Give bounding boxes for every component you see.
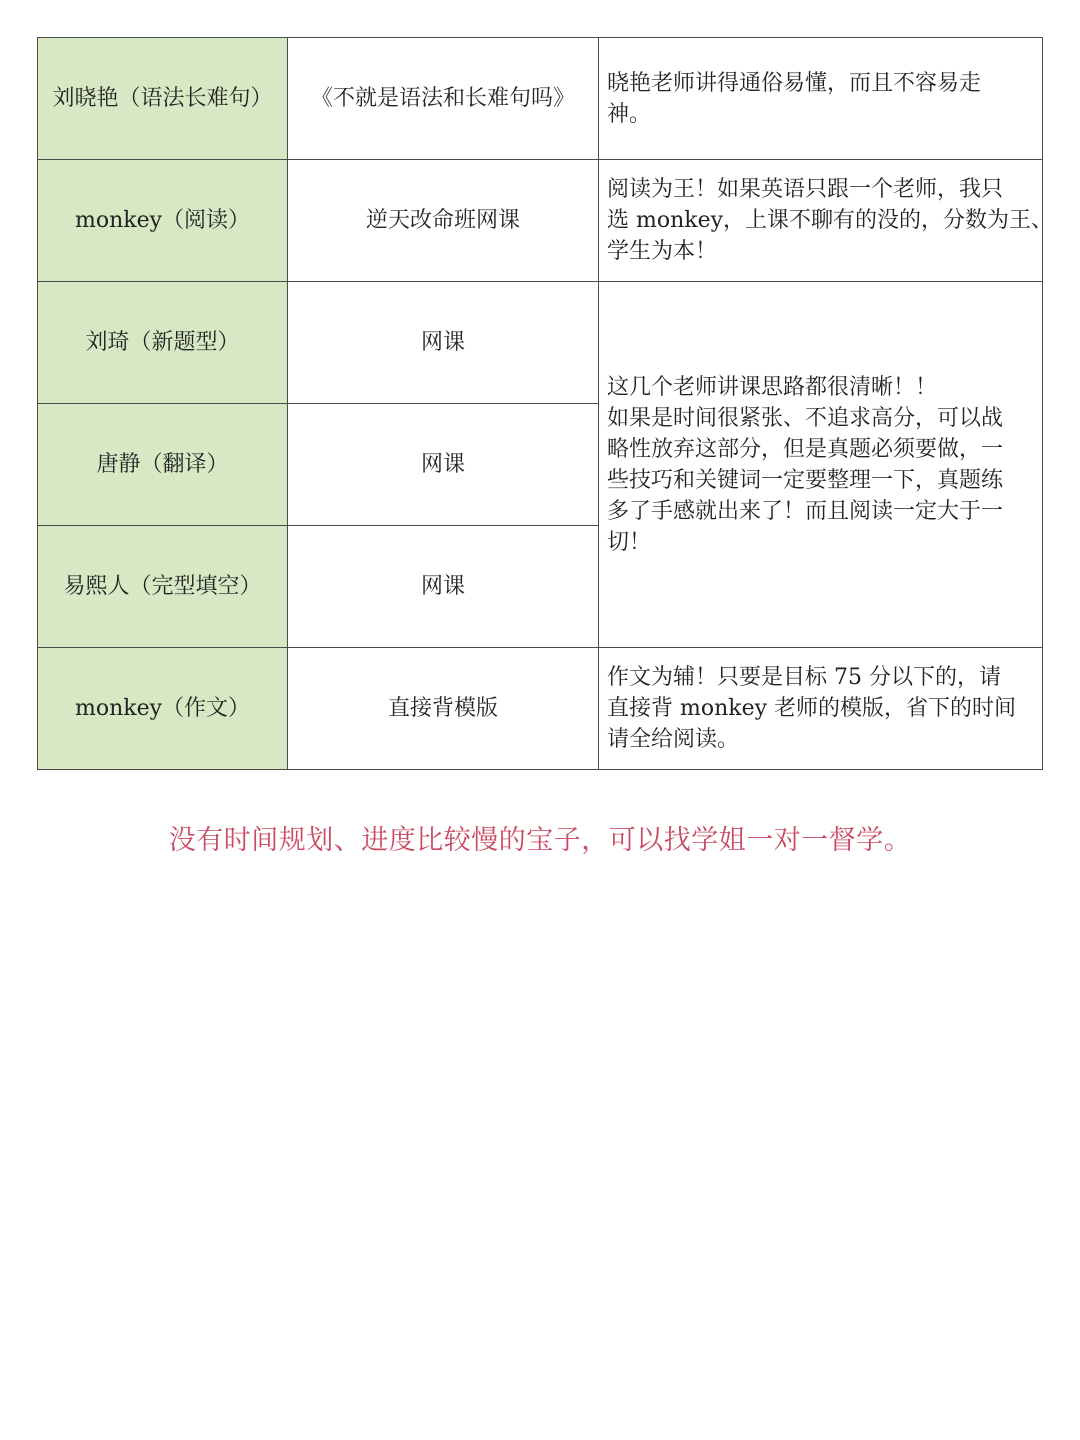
course-cell: 《不就是语法和长难句吗》 xyxy=(288,38,599,160)
table-row xyxy=(38,160,1043,282)
comment-line: 切！ xyxy=(607,529,652,555)
comment-line: 作文为辅！只要是目标 75 分以下的，请 xyxy=(607,665,1001,690)
comment-line: 阅读为王！如果英语只跟一个老师，我只 xyxy=(607,177,1004,202)
course-cell: 网课 xyxy=(288,404,599,526)
course-cell: 直接背模版 xyxy=(288,648,599,770)
comment-line: 些技巧和关键词一定要整理一下，真题练 xyxy=(607,467,1004,493)
comment-line: 晓艳老师讲得通俗易懂，而且不容易走 xyxy=(607,70,982,96)
comment-line: 神。 xyxy=(607,101,652,127)
comment-cell xyxy=(599,38,1043,160)
comment-line: 如果是时间很紧张、不追求高分，可以战 xyxy=(607,405,1004,431)
teacher-cell: 刘琦（新题型） xyxy=(38,282,288,404)
teacher-recommendation-table xyxy=(37,37,1054,770)
comment-cell xyxy=(599,160,1054,282)
comment-line: 这几个老师讲课思路都很清晰！！ xyxy=(607,374,938,400)
teacher-cell: monkey（作文） xyxy=(38,648,288,770)
comment-line: 略性放弃这部分，但是真题必须要做，一 xyxy=(607,436,1004,462)
teacher-cell: monkey（阅读） xyxy=(38,160,288,282)
course-cell: 网课 xyxy=(288,282,599,404)
table-row xyxy=(38,648,1043,770)
course-cell: 网课 xyxy=(288,526,599,648)
table-row xyxy=(38,282,1043,404)
table-row xyxy=(38,38,1043,160)
supervision-note: 没有时间规划、进度比较慢的宝子，可以找学姐一对一督学。 xyxy=(168,825,912,856)
comment-line: 直接背 monkey 老师的模版，省下的时间 xyxy=(607,696,1017,721)
teacher-cell: 刘晓艳（语法长难句） xyxy=(38,38,288,160)
comment-line: 学生为本！ xyxy=(607,239,718,264)
course-cell: 逆天改命班网课 xyxy=(288,160,599,282)
comment-line: 请全给阅读。 xyxy=(607,727,740,752)
table xyxy=(37,37,1054,770)
teacher-cell: 唐静（翻译） xyxy=(38,404,288,526)
comment-line: 多了手感就出来了！而且阅读一定大于一 xyxy=(607,498,1004,524)
comment-line: 选 monkey，上课不聊有的没的，分数为王、 xyxy=(607,208,1054,233)
teacher-cell: 易熙人（完型填空） xyxy=(38,526,288,648)
comment-cell xyxy=(599,648,1043,770)
merged-comment-cell xyxy=(599,282,1043,648)
